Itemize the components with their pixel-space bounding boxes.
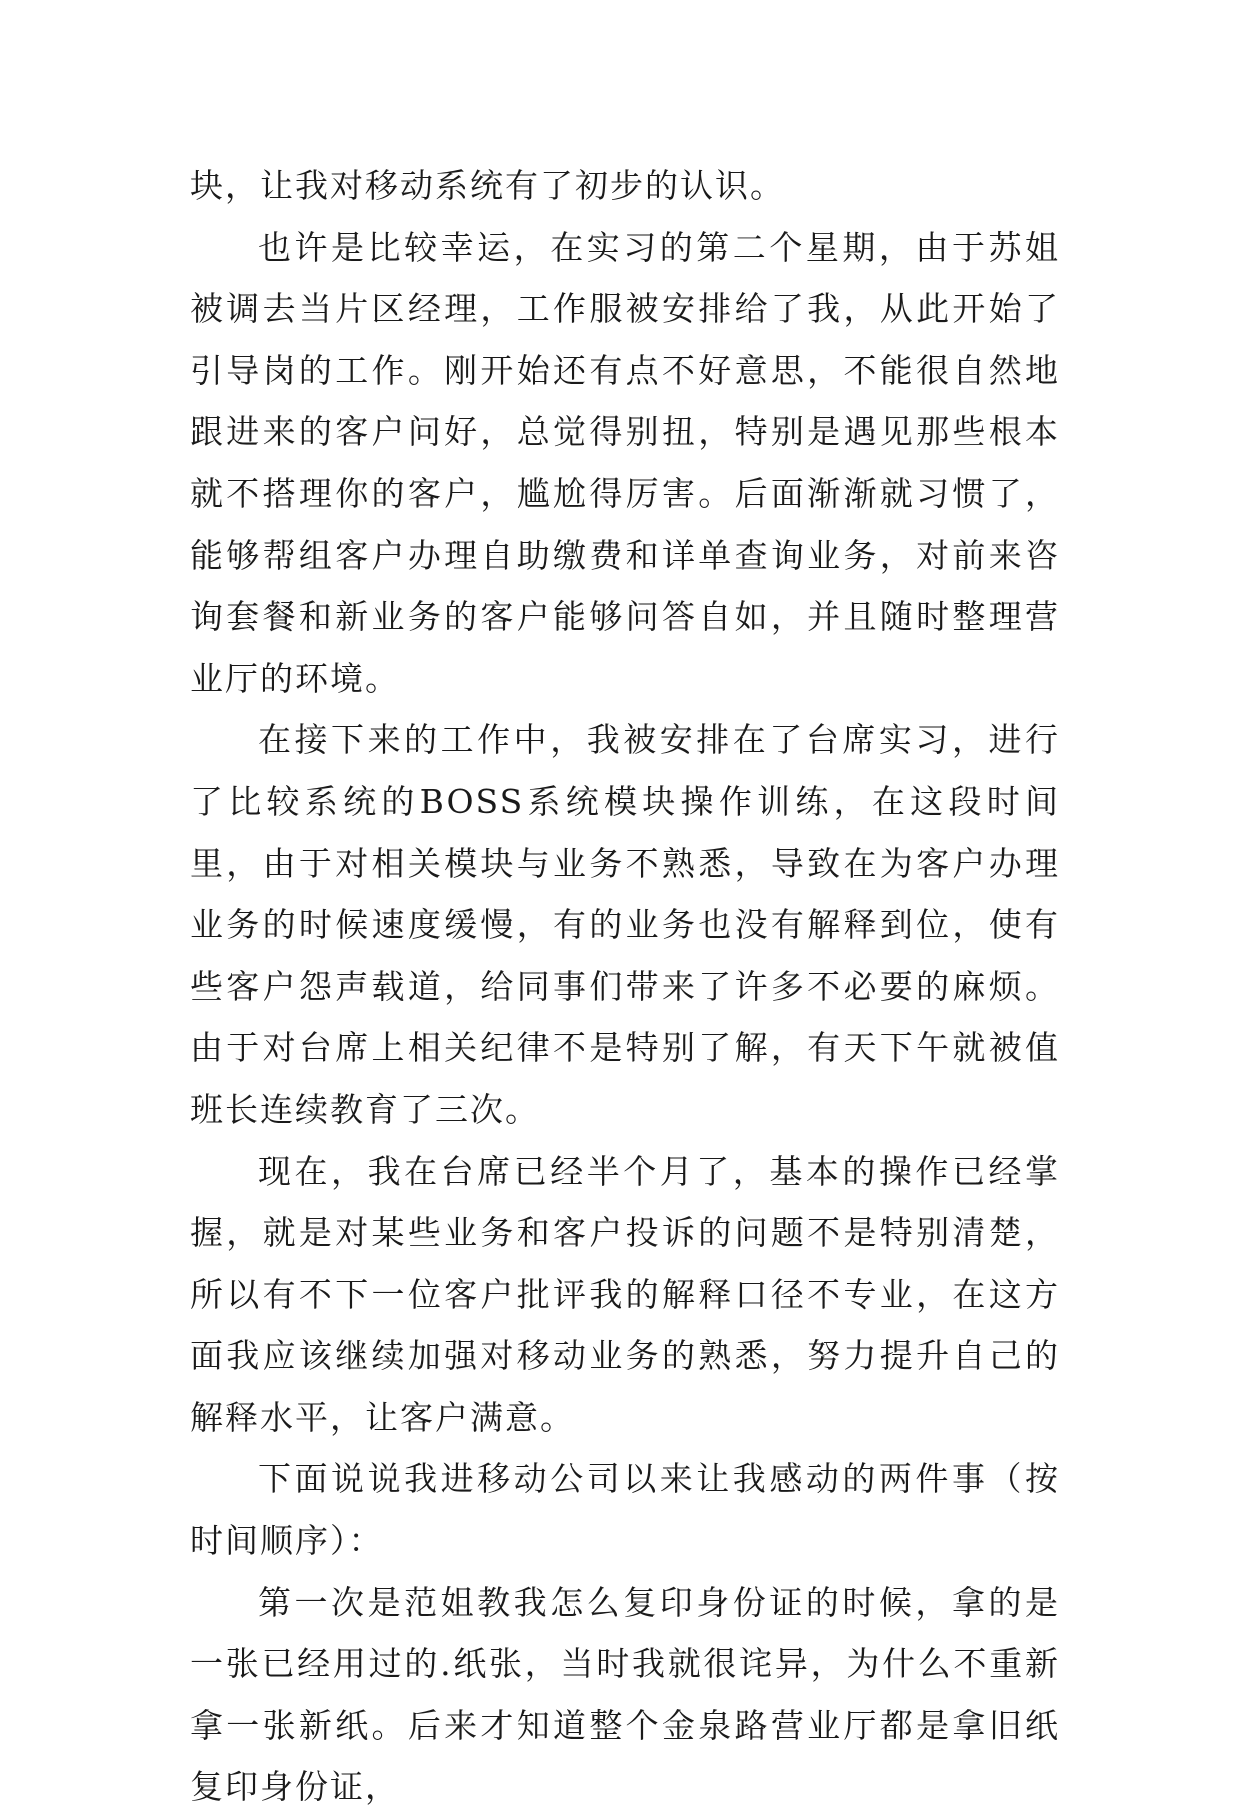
paragraph-guide-post: 也许是比较幸运，在实习的第二个星期，由于苏姐被调去当片区经理，工作服被安排给了我，从此开始了引导岗的工作。刚开始还有点不好意思，不能很自然地跟进来的客户问好，总觉得别扭，特别是遇见那些根本就不搭理你的客户，尴尬得厉害。后面渐渐就习惯了，能够帮组客户办理自助缴费和详单查询业务，对前来咨询套餐和新业务的客户能够问答自如，并且随时整理营业厅的环境。 [190,227,1060,698]
document-body [190,155,1060,1818]
paragraph-first-event: 第一次是范姐教我怎么复印身份证的时候，拿的是一张已经用过的.纸张，当时我就很诧异，为什么不重新拿一张新纸。后来才知道整个金泉路营业厅都是拿旧纸复印身份证， [190,1582,1060,1807]
paragraph-current-status: 现在，我在台席已经半个月了，基本的操作已经掌握，就是对某些业务和客户投诉的问题不是特别清楚，所以有不下一位客户批评我的解释口径不专业，在这方面我应该继续加强对移动业务的熟悉，努力提升自己的解释水平，让客户满意。 [190,1151,1060,1437]
paragraph-counter-training: 在接下来的工作中，我被安排在了台席实习，进行了比较系统的BOSS系统模块操作训练，在这段时间里，由于对相关模块与业务不熟悉，导致在为客户办理业务的时候速度缓慢，有的业务也没有解释到位，使有些客户怨声载道，给同事们带来了许多不必要的麻烦。由于对台席上相关纪律不是特别了解，有天下午就被值班长连续教育了三次。 [190,720,1060,1129]
paragraph-continuation: 块，让我对移动系统有了初步的认识。 [190,166,785,205]
paragraph-touching-events-intro: 下面说说我进移动公司以来让我感动的两件事（按时间顺序）： [190,1459,1060,1561]
